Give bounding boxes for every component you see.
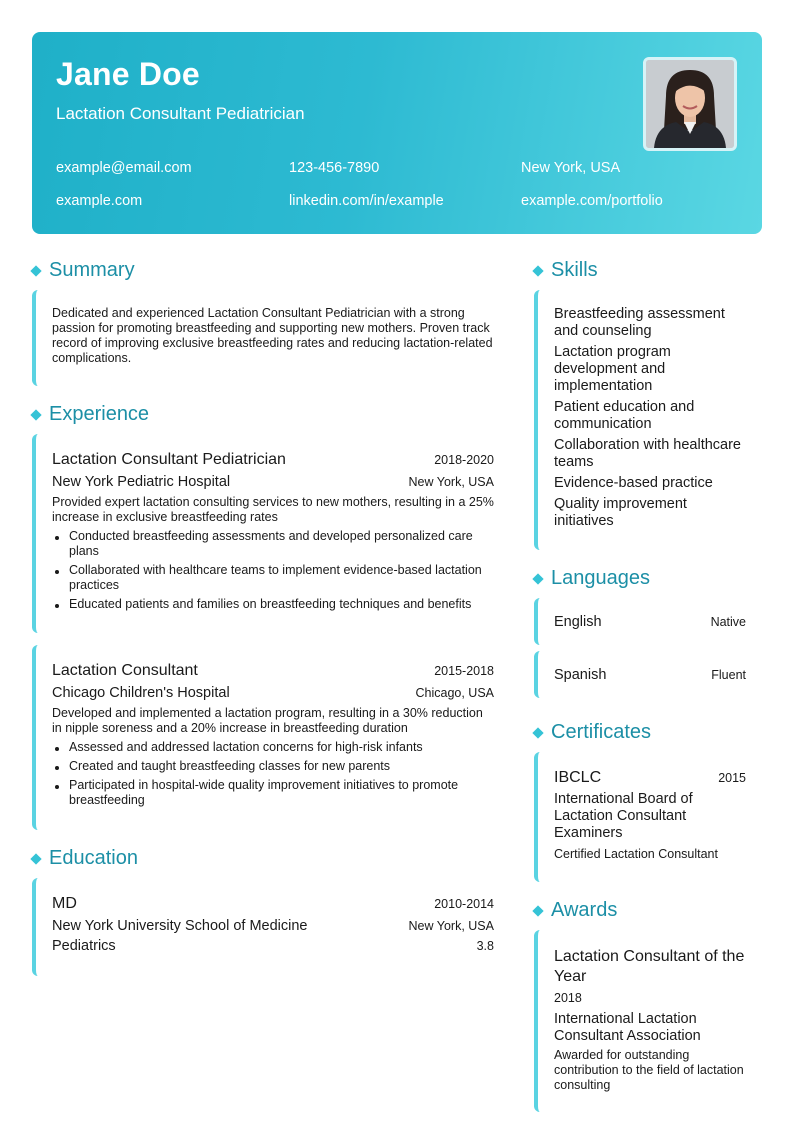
experience-heading: Experience — [32, 403, 149, 426]
skill-item: Evidence-based practice — [554, 475, 713, 491]
certificates-heading: Certificates — [534, 721, 651, 744]
language-item — [534, 651, 750, 698]
experience-item — [32, 434, 498, 633]
contact-location: New York, USA — [521, 160, 621, 176]
skills-heading: Skills — [534, 259, 598, 282]
skill-item: Quality improvement initiatives — [554, 496, 687, 529]
summary-block — [32, 290, 498, 386]
profile-photo — [643, 57, 737, 151]
job-dates: 2015-2018 — [434, 664, 494, 678]
diamond-icon — [532, 573, 543, 584]
education-dates: 2010-2014 — [434, 897, 494, 911]
summary-text: Dedicated and experienced Lactation Consultant Pediatrician with a strong passion for promoting breastfeeding and supporting new mothers. Proven track record of improving exclusive breastfeeding rates and reducing lactation-related complications. — [52, 306, 493, 365]
certificate-description: Certified Lactation Consultant — [554, 847, 718, 861]
contact-phone[interactable]: 123-456-7890 — [289, 160, 380, 176]
skill-item: Collaboration with healthcare teams — [554, 437, 741, 470]
language-name: English — [554, 614, 602, 630]
award-issuer: International Lactation Consultant Association — [554, 1011, 701, 1044]
skills-block — [534, 290, 750, 550]
job-location: Chicago, USA — [415, 686, 494, 700]
degree: MD — [52, 895, 77, 912]
language-level: Native — [710, 615, 746, 629]
list-item: Participated in hospital-wide quality improvement initiatives to promote breastfeeding — [52, 778, 494, 808]
skill-item: Breastfeeding assessment and counseling — [554, 306, 725, 339]
diamond-icon — [30, 853, 41, 864]
language-level: Fluent — [711, 668, 746, 682]
list-item: Created and taught breastfeeding classes for new parents — [52, 759, 494, 774]
education-heading: Education — [32, 847, 138, 870]
job-description: Provided expert lactation consulting services to new mothers, resulting in a 25% increase in exclusive breastfeeding rates — [52, 495, 494, 524]
contact-website[interactable]: example.com — [56, 193, 143, 209]
skill-item: Lactation program development and implementation — [554, 344, 671, 394]
job-organization: Chicago Children's Hospital — [52, 685, 230, 701]
list-item: Conducted breastfeeding assessments and developed personalized care plans — [52, 529, 494, 559]
diamond-icon — [532, 265, 543, 276]
field-of-study: Pediatrics — [52, 938, 116, 954]
certificate-year: 2015 — [718, 771, 746, 785]
education-item — [32, 878, 498, 976]
diamond-icon — [30, 409, 41, 420]
award-description: Awarded for outstanding contribution to the field of lactation consulting — [554, 1048, 744, 1092]
school-name: New York University School of Medicine — [52, 918, 308, 934]
language-item — [534, 598, 750, 645]
job-dates: 2018-2020 — [434, 453, 494, 467]
award-year: 2018 — [554, 991, 582, 1005]
language-name: Spanish — [554, 667, 607, 683]
diamond-icon — [532, 905, 543, 916]
skill-item: Patient education and communication — [554, 399, 695, 432]
award-item — [534, 930, 750, 1112]
job-bullets — [52, 529, 494, 612]
summary-heading: Summary — [32, 259, 135, 282]
contact-portfolio[interactable]: example.com/portfolio — [521, 193, 663, 209]
diamond-icon — [30, 265, 41, 276]
certificate-name: IBCLC — [554, 769, 602, 786]
certificate-issuer: International Board of Lactation Consultant Examiners — [554, 791, 693, 841]
job-description: Developed and implemented a lactation program, resulting in a 30% reduction in nipple soreness and a 20% increase in breastfeeding duration — [52, 706, 483, 735]
contact-linkedin[interactable]: linkedin.com/in/example — [289, 193, 444, 209]
job-organization: New York Pediatric Hospital — [52, 474, 231, 490]
list-item: Assessed and addressed lactation concerns for high-risk infants — [52, 740, 494, 755]
certificate-item — [534, 752, 750, 882]
job-title: Lactation Consultant Pediatrician — [52, 451, 286, 468]
candidate-name: Jane Doe — [56, 56, 200, 92]
languages-heading: Languages — [534, 567, 650, 590]
resume-header — [32, 32, 762, 234]
gpa: 3.8 — [476, 939, 494, 953]
job-location: New York, USA — [408, 475, 494, 489]
candidate-title: Lactation Consultant Pediatrician — [56, 104, 305, 123]
list-item: Educated patients and families on breastfeeding techniques and benefits — [52, 597, 494, 612]
job-bullets — [52, 740, 494, 808]
school-location: New York, USA — [408, 919, 494, 933]
awards-heading: Awards — [534, 899, 617, 922]
award-name: Lactation Consultant of the Year — [554, 948, 745, 985]
contact-email[interactable]: example@email.com — [56, 160, 192, 176]
job-title: Lactation Consultant — [52, 662, 198, 679]
diamond-icon — [532, 727, 543, 738]
list-item: Collaborated with healthcare teams to implement evidence-based lactation practices — [52, 563, 494, 593]
experience-item — [32, 645, 498, 830]
